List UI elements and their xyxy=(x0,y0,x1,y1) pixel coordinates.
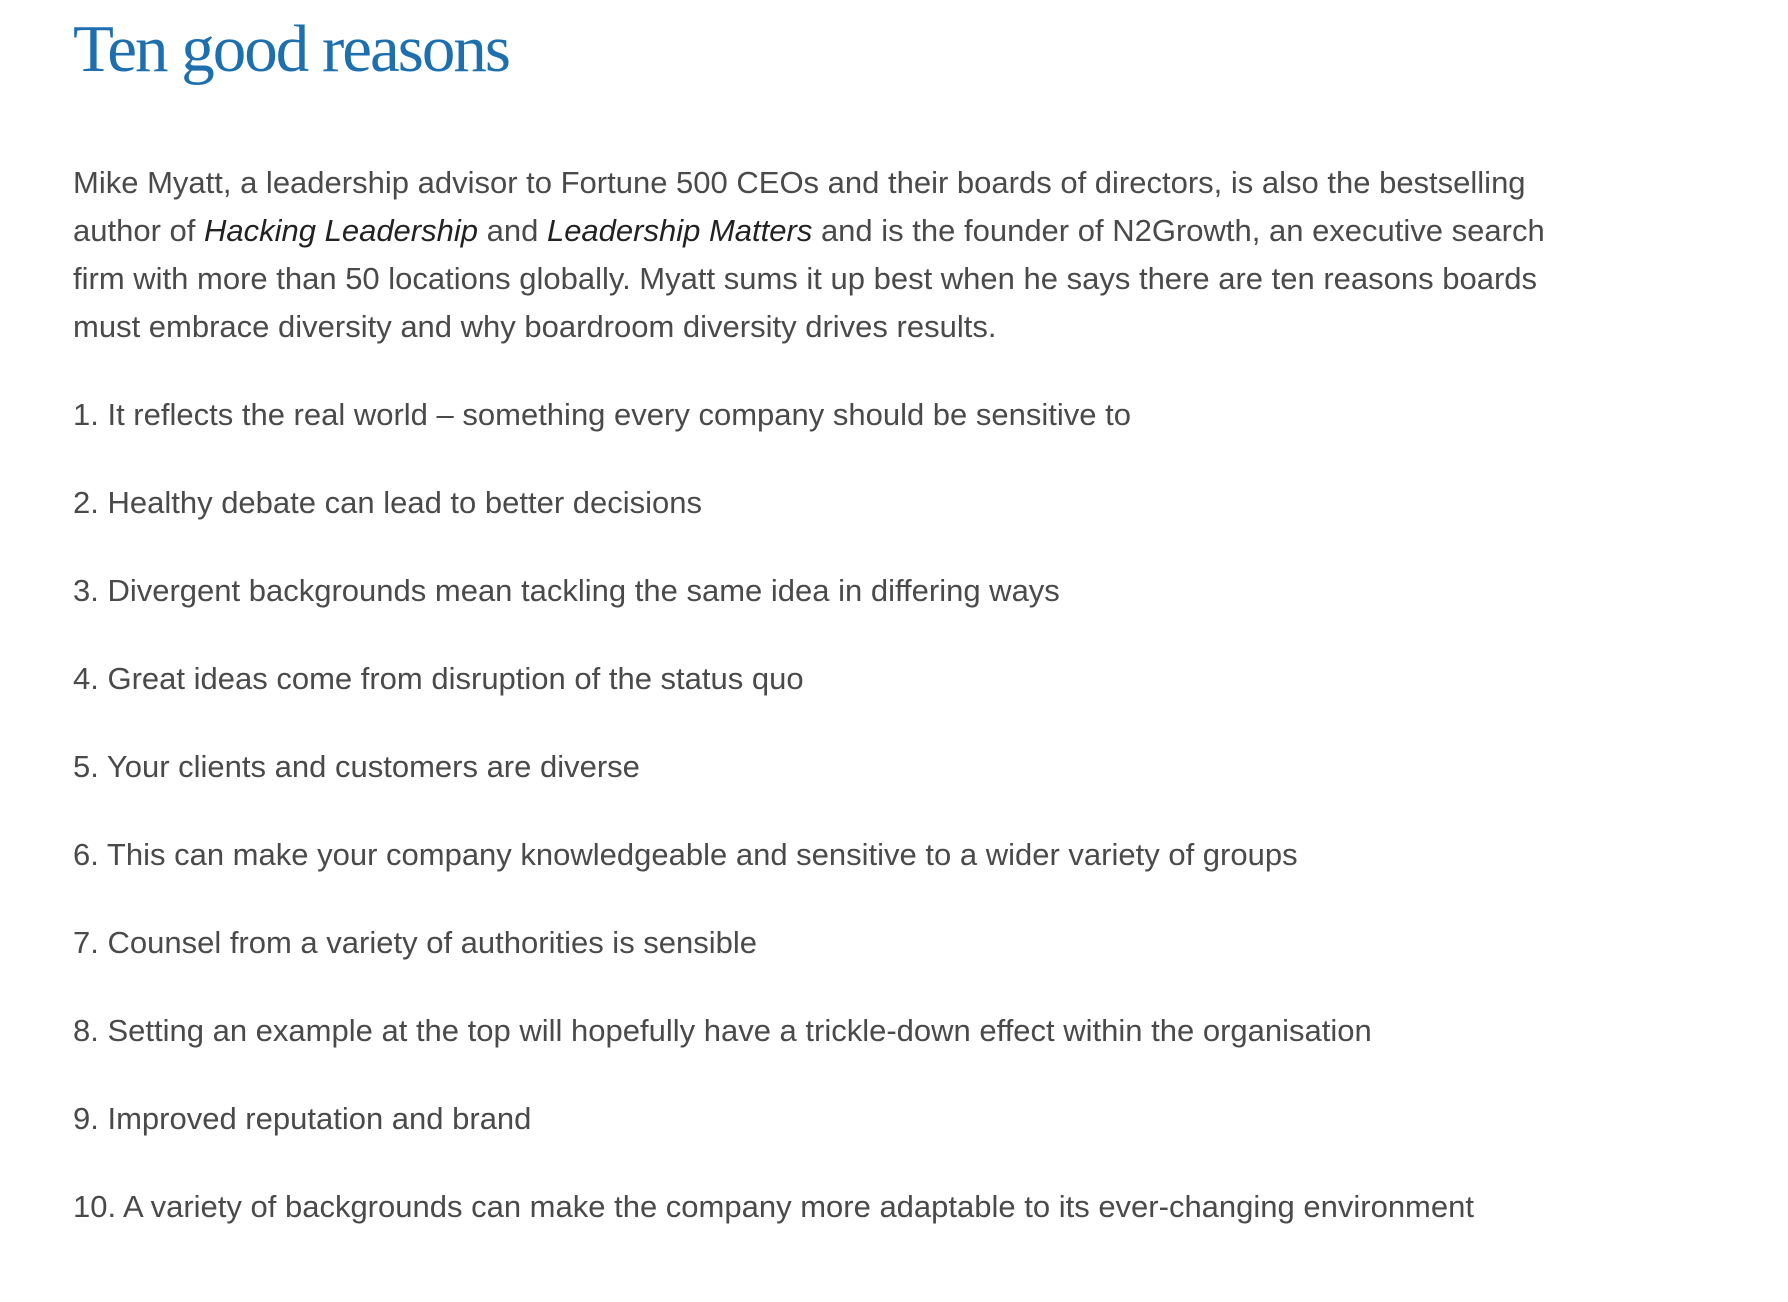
intro-paragraph xyxy=(73,159,1593,351)
list-item: 4. Great ideas come from disruption of the status quo xyxy=(73,661,804,696)
list-item: 1. It reflects the real world – something every company should be sensitive to xyxy=(73,397,1131,432)
list-item: 5. Your clients and customers are diverse xyxy=(73,749,640,784)
reasons-list xyxy=(73,391,1593,1231)
list-item: 9. Improved reputation and brand xyxy=(73,1101,532,1136)
article xyxy=(73,0,1593,1271)
intro-text-part-3: and is the founder of N2Growth, an executive search firm with more than 50 locations globally. Myatt sums it up best when he says there are ten reasons boards must embrace diversity and why boardroom diversity drives results. xyxy=(73,213,1545,344)
list-item: 7. Counsel from a variety of authorities is sensible xyxy=(73,925,758,960)
list-item: 10. A variety of backgrounds can make the company more adaptable to its ever-changing environment xyxy=(73,1189,1474,1224)
intro-text-part-2: and xyxy=(478,213,547,248)
list-item: 8. Setting an example at the top will hopefully have a trickle-down effect within the organisation xyxy=(73,1013,1372,1048)
list-item: 2. Healthy debate can lead to better decisions xyxy=(73,485,703,520)
list-item: 6. This can make your company knowledgeable and sensitive to a wider variety of groups xyxy=(73,837,1298,872)
intro-text-part-1: Mike Myatt, a leadership advisor to Fortune 500 CEOs and their boards of directors, is also the bestselling author of xyxy=(73,165,1526,248)
list-item: 3. Divergent backgrounds mean tackling the same idea in differing ways xyxy=(73,573,1060,608)
book-title-leadership-matters: Leadership Matters xyxy=(546,213,813,248)
article-heading: Ten good reasons xyxy=(73,12,509,86)
book-title-hacking-leadership: Hacking Leadership xyxy=(203,213,478,248)
